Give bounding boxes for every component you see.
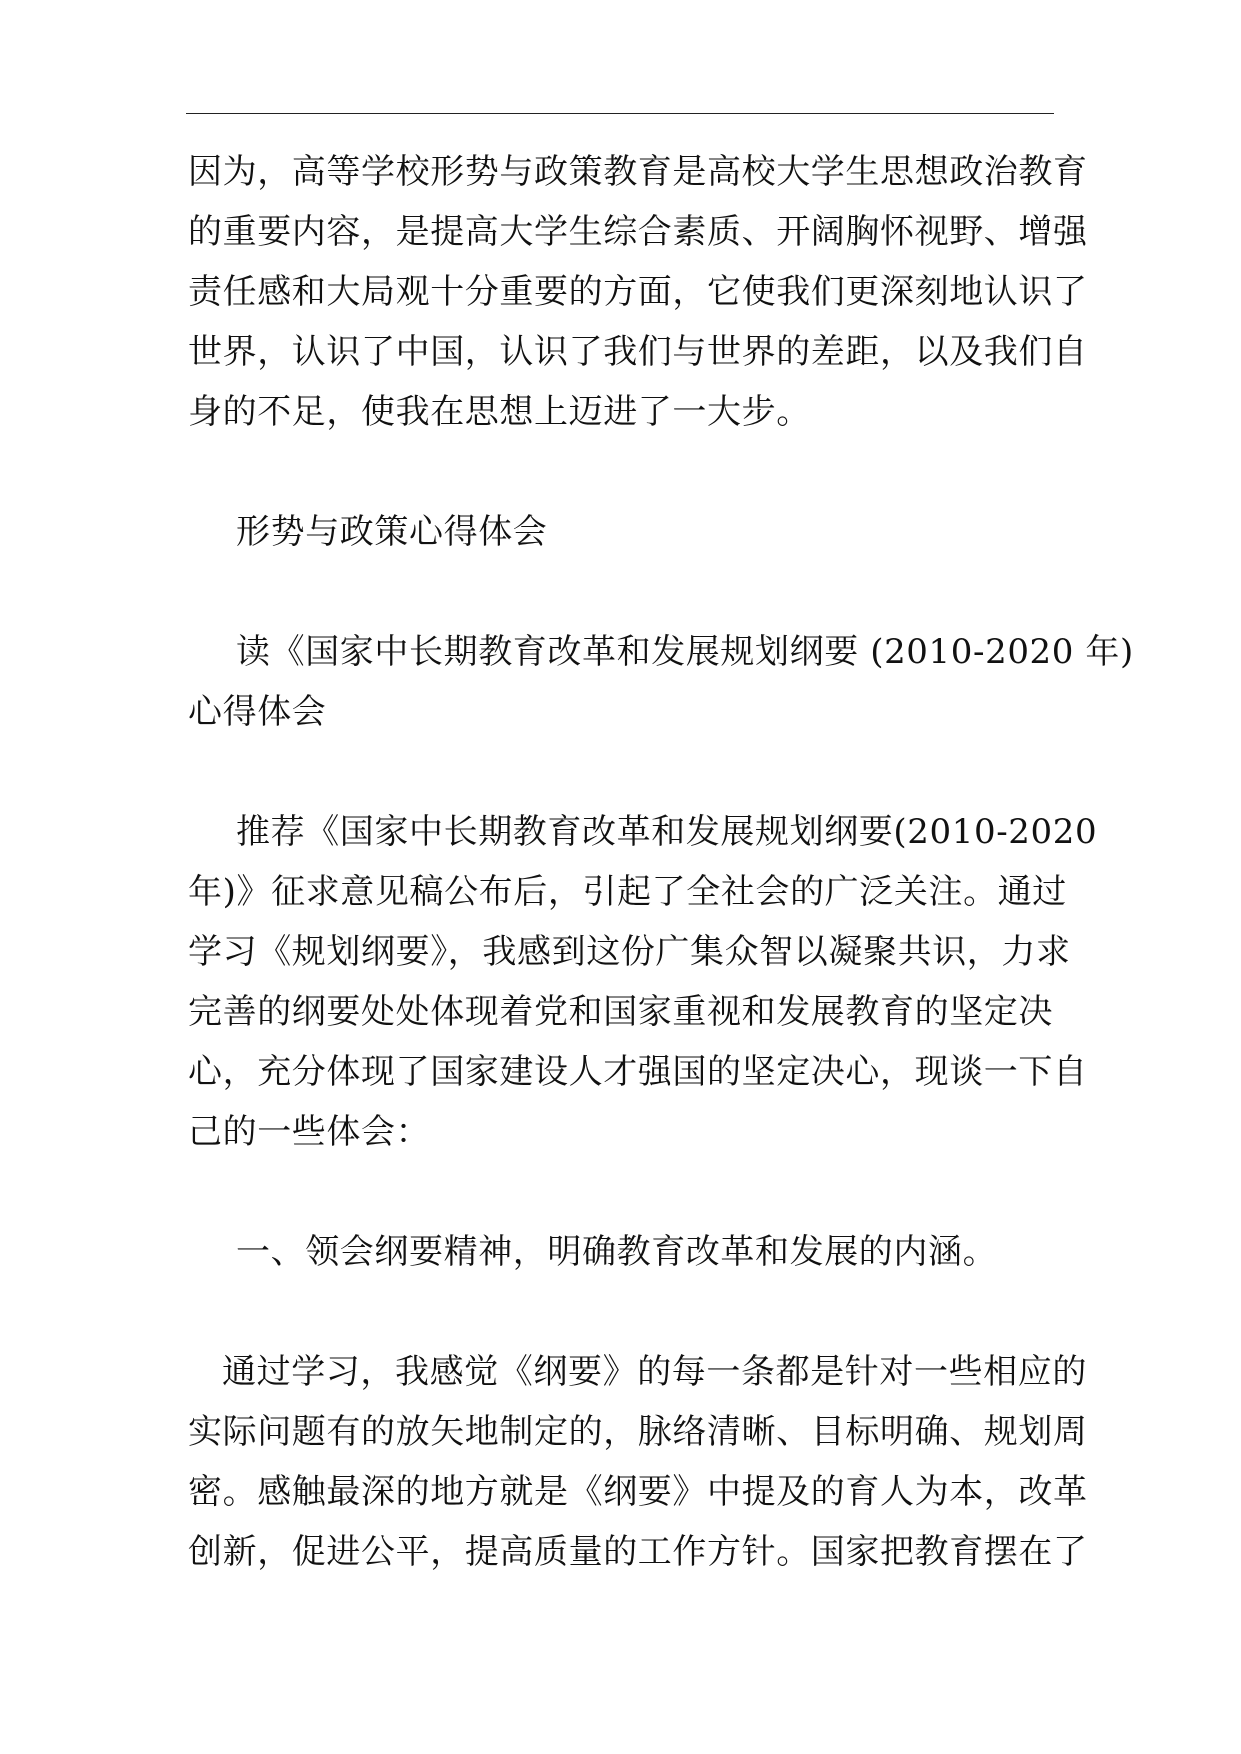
- text-line: 完善的纲要处处体现着党和国家重视和发展教育的坚定决: [188, 992, 1053, 1032]
- text-line: 身的不足，使我在思想上迈进了一大步。: [188, 392, 811, 432]
- text-line: 心，充分体现了国家建设人才强国的坚定决心，现谈一下自: [188, 1052, 1088, 1092]
- text-line: 通过学习，我感觉《纲要》的每一条都是针对一些相应的: [222, 1352, 1087, 1392]
- text-line: 因为，高等学校形势与政策教育是高校大学生思想政治教育: [188, 152, 1088, 192]
- text-line: 实际问题有的放矢地制定的，脉络清晰、目标明确、规划周: [188, 1412, 1088, 1452]
- text-line: 年)》征求意见稿公布后，引起了全社会的广泛关注。通过: [188, 872, 1067, 912]
- text-line: 责任感和大局观十分重要的方面，它使我们更深刻地认识了: [188, 272, 1088, 312]
- subheading: 一、领会纲要精神，明确教育改革和发展的内涵。: [236, 1232, 998, 1272]
- section-heading: 形势与政策心得体会: [236, 512, 548, 552]
- header-rule: [186, 113, 1054, 114]
- text-line: 密。感触最深的地方就是《纲要》中提及的育人为本，改革: [188, 1472, 1088, 1512]
- text-line: 学习《规划纲要》，我感到这份广集众智以凝聚共识，力求: [188, 932, 1071, 972]
- text-line: 己的一些体会：: [188, 1112, 431, 1152]
- text-line: 读《国家中长期教育改革和发展规划纲要 (2010-2020 年): [236, 632, 1134, 672]
- text-line: 推荐《国家中长期教育改革和发展规划纲要(2010-2020: [236, 812, 1098, 852]
- text-line: 的重要内容，是提高大学生综合素质、开阔胸怀视野、增强: [188, 212, 1088, 252]
- text-line: 世界，认识了中国，认识了我们与世界的差距，以及我们自: [188, 332, 1088, 372]
- text-line: 心得体会: [188, 692, 327, 732]
- text-line: 创新，促进公平，提高质量的工作方针。国家把教育摆在了: [188, 1532, 1088, 1572]
